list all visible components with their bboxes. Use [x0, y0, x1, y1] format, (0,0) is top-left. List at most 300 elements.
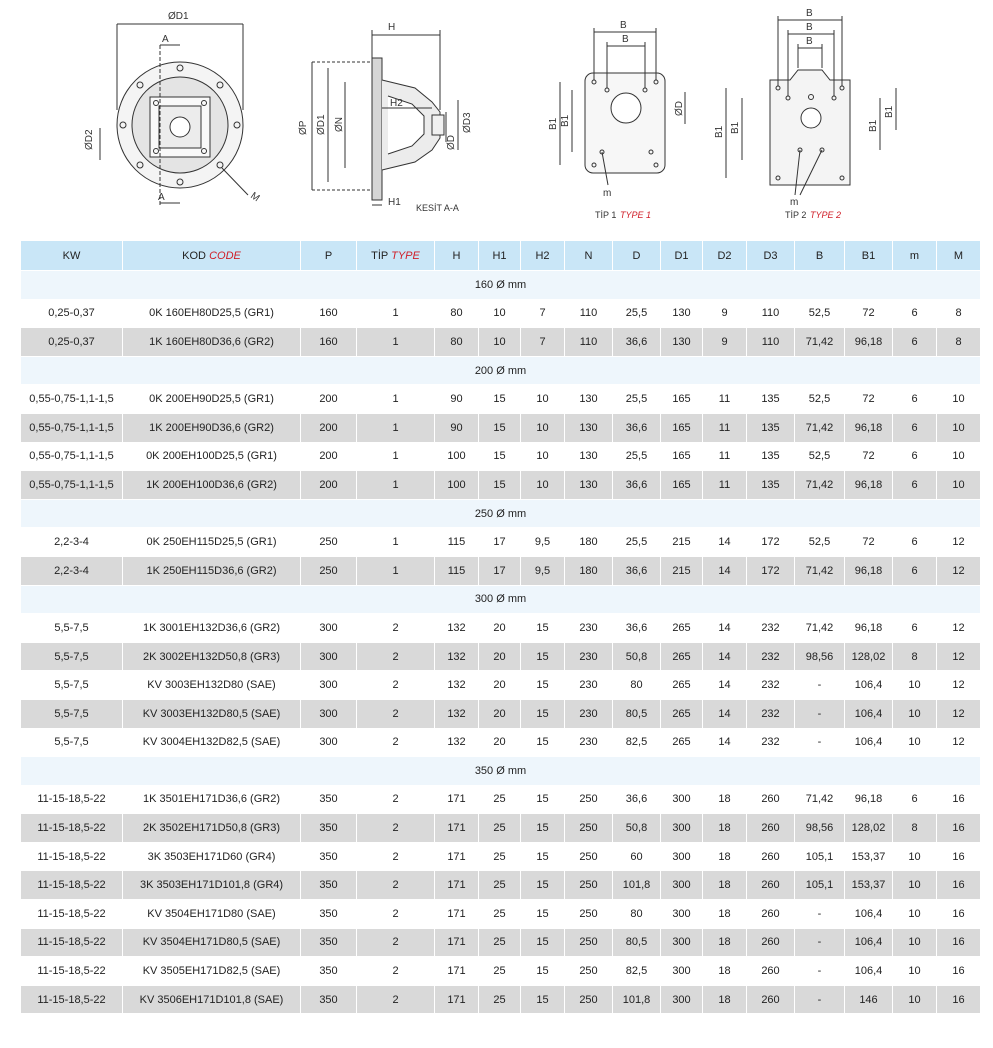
table-cell: 25 [479, 871, 521, 900]
table-cell: 25 [479, 900, 521, 929]
table-cell: 36,6 [613, 556, 661, 585]
table-cell: 82,5 [613, 957, 661, 986]
label-d2-front: ØD2 [84, 129, 95, 150]
header-type: TYPE [391, 249, 420, 262]
table-cell: 200 [301, 471, 357, 500]
group-title: 250 Ø mm [21, 499, 981, 528]
table-cell: 260 [747, 928, 795, 957]
table-cell: 72 [845, 299, 893, 328]
table-cell: 25 [479, 842, 521, 871]
table-cell: 16 [937, 985, 981, 1014]
table-cell: 98,56 [795, 814, 845, 843]
header-d: D [613, 241, 661, 271]
table-cell: 20 [479, 728, 521, 757]
table-cell: 1K 160EH80D36,6 (GR2) [123, 328, 301, 357]
table-cell: 250 [565, 785, 613, 814]
header-kod: KOD [182, 249, 206, 262]
header-tip-type [357, 241, 435, 271]
group-header-row [21, 499, 981, 528]
table-cell: 250 [565, 900, 613, 929]
label-n: ØN [334, 117, 345, 132]
table-cell: 25 [479, 957, 521, 986]
table-cell: 232 [747, 642, 795, 671]
label-m-front: M [248, 190, 262, 205]
table-cell: KV 3003EH132D80 (SAE) [123, 671, 301, 700]
table-cell: 6 [893, 528, 937, 557]
table-cell: 80 [613, 671, 661, 700]
table-cell: 1 [357, 385, 435, 414]
table-cell: 2 [357, 699, 435, 728]
table-cell: 300 [661, 871, 703, 900]
table-cell: 300 [661, 957, 703, 986]
label-b1-left2-type2: B1 [730, 121, 741, 134]
label-b1-right1-type2: B1 [868, 119, 879, 132]
table-cell: 15 [479, 471, 521, 500]
table-cell: 2 [357, 642, 435, 671]
table-cell: 260 [747, 842, 795, 871]
label-d: ØD [446, 135, 457, 150]
table-cell: 6 [893, 299, 937, 328]
table-cell: 72 [845, 385, 893, 414]
table-cell: 10 [893, 842, 937, 871]
table-cell: 2K 3002EH132D50,8 (GR3) [123, 642, 301, 671]
table-cell: 82,5 [613, 728, 661, 757]
table-cell: 10 [893, 985, 937, 1014]
front-view-drawing [100, 24, 248, 205]
table-cell: 250 [565, 814, 613, 843]
table-cell: 232 [747, 614, 795, 643]
table-cell: 115 [435, 556, 479, 585]
table-cell: 5,5-7,5 [21, 699, 123, 728]
table-cell: 265 [661, 699, 703, 728]
table-cell: - [795, 728, 845, 757]
table-cell: 6 [893, 328, 937, 357]
table-row [21, 614, 981, 643]
table-cell: 260 [747, 985, 795, 1014]
table-cell: 128,02 [845, 814, 893, 843]
table-cell: 300 [301, 728, 357, 757]
table-row [21, 957, 981, 986]
table-cell: 230 [565, 728, 613, 757]
table-cell: 6 [893, 471, 937, 500]
table-cell: 14 [703, 614, 747, 643]
table-cell: 16 [937, 928, 981, 957]
table-cell: 172 [747, 556, 795, 585]
table-cell: 135 [747, 471, 795, 500]
header-b1: B1 [845, 241, 893, 271]
table-cell: 110 [565, 299, 613, 328]
table-cell: 350 [301, 928, 357, 957]
table-cell: 132 [435, 699, 479, 728]
table-row [21, 985, 981, 1014]
table-cell: 1 [357, 413, 435, 442]
table-cell: 250 [565, 985, 613, 1014]
table-cell: 1 [357, 442, 435, 471]
table-cell: 15 [521, 671, 565, 700]
group-header-row [21, 757, 981, 786]
table-cell: 18 [703, 900, 747, 929]
table-cell: 10 [937, 385, 981, 414]
table-cell: 350 [301, 871, 357, 900]
table-cell: 15 [521, 985, 565, 1014]
table-cell: 52,5 [795, 299, 845, 328]
table-cell: 25,5 [613, 385, 661, 414]
table-cell: 11-15-18,5-22 [21, 900, 123, 929]
label-b-mid-type2: B [806, 22, 813, 33]
table-cell: 25,5 [613, 442, 661, 471]
table-cell: 80,5 [613, 928, 661, 957]
table-cell: - [795, 957, 845, 986]
table-cell: 110 [747, 328, 795, 357]
header-p: P [301, 241, 357, 271]
group-header-row [21, 271, 981, 300]
table-cell: 18 [703, 842, 747, 871]
table-cell: 230 [565, 614, 613, 643]
table-cell: KV 3505EH171D82,5 (SAE) [123, 957, 301, 986]
table-row [21, 671, 981, 700]
group-title: 200 Ø mm [21, 356, 981, 385]
table-cell: 15 [521, 900, 565, 929]
table-cell: 160 [301, 328, 357, 357]
table-cell: 106,4 [845, 699, 893, 728]
table-cell: - [795, 900, 845, 929]
table-cell: 18 [703, 928, 747, 957]
table-cell: 300 [301, 642, 357, 671]
label-section-a-top: A [162, 34, 169, 45]
table-cell: 16 [937, 785, 981, 814]
table-cell: 101,8 [613, 871, 661, 900]
table-cell: - [795, 699, 845, 728]
table-cell: 11-15-18,5-22 [21, 871, 123, 900]
table-cell: 165 [661, 471, 703, 500]
table-cell: 71,42 [795, 328, 845, 357]
table-cell: 1 [357, 328, 435, 357]
table-cell: 11-15-18,5-22 [21, 814, 123, 843]
table-cell: 200 [301, 413, 357, 442]
table-cell: 106,4 [845, 728, 893, 757]
label-m-type1: m [603, 188, 612, 199]
table-cell: 171 [435, 928, 479, 957]
table-cell: 11-15-18,5-22 [21, 928, 123, 957]
table-cell: 130 [565, 471, 613, 500]
table-cell: 300 [661, 900, 703, 929]
table-cell: 350 [301, 900, 357, 929]
table-cell: 10 [893, 699, 937, 728]
table-cell: 15 [521, 614, 565, 643]
table-cell: 12 [937, 556, 981, 585]
type1-caption-en: TYPE 1 [620, 210, 652, 220]
table-cell: 50,8 [613, 814, 661, 843]
table-cell: 171 [435, 985, 479, 1014]
table-cell: 71,42 [795, 556, 845, 585]
table-cell: 172 [747, 528, 795, 557]
table-cell: 130 [661, 299, 703, 328]
header-code: CODE [209, 249, 241, 262]
table-cell: 60 [613, 842, 661, 871]
table-cell: 8 [937, 299, 981, 328]
group-header-row [21, 356, 981, 385]
table-cell: 80 [435, 328, 479, 357]
table-cell: 80 [435, 299, 479, 328]
table-cell: 350 [301, 814, 357, 843]
table-cell: 106,4 [845, 671, 893, 700]
label-b1-left1-type2: B1 [714, 125, 725, 138]
table-cell: 100 [435, 471, 479, 500]
table-cell: 16 [937, 900, 981, 929]
table-cell: 36,6 [613, 413, 661, 442]
table-cell: 300 [661, 814, 703, 843]
type2-caption-en: TYPE 2 [810, 210, 842, 220]
table-cell: 7 [521, 328, 565, 357]
table-cell: 0K 160EH80D25,5 (GR1) [123, 299, 301, 328]
table-cell: 106,4 [845, 928, 893, 957]
table-row [21, 699, 981, 728]
table-cell: 6 [893, 556, 937, 585]
table-cell: 10 [479, 328, 521, 357]
table-cell: 5,5-7,5 [21, 728, 123, 757]
table-cell: 7 [521, 299, 565, 328]
table-cell: 96,18 [845, 413, 893, 442]
table-cell: 105,1 [795, 871, 845, 900]
table-cell: 135 [747, 385, 795, 414]
table-cell: 10 [893, 928, 937, 957]
table-cell: 350 [301, 842, 357, 871]
table-cell: 71,42 [795, 614, 845, 643]
table-cell: 215 [661, 556, 703, 585]
table-cell: 100 [435, 442, 479, 471]
table-cell: 165 [661, 442, 703, 471]
label-d-type1: ØD [674, 101, 685, 116]
table-cell: 300 [301, 671, 357, 700]
table-cell: 15 [521, 642, 565, 671]
table-cell: 2 [357, 785, 435, 814]
table-cell: 16 [937, 871, 981, 900]
table-row [21, 528, 981, 557]
table-cell: 0,55-0,75-1,1-1,5 [21, 385, 123, 414]
table-cell: 36,6 [613, 328, 661, 357]
table-cell: 10 [521, 442, 565, 471]
table-cell: 11-15-18,5-22 [21, 957, 123, 986]
table-cell: 130 [565, 413, 613, 442]
table-cell: 36,6 [613, 785, 661, 814]
table-cell: 300 [661, 928, 703, 957]
table-cell: 16 [937, 814, 981, 843]
header-kod-code [123, 241, 301, 271]
table-cell: 0K 200EH100D25,5 (GR1) [123, 442, 301, 471]
table-cell: 10 [521, 413, 565, 442]
table-cell: 15 [521, 957, 565, 986]
table-cell: KV 3506EH171D101,8 (SAE) [123, 985, 301, 1014]
table-cell: 260 [747, 785, 795, 814]
header-m-big: M [937, 241, 981, 271]
table-cell: 260 [747, 871, 795, 900]
table-cell: 2 [357, 671, 435, 700]
table-cell: 9,5 [521, 528, 565, 557]
table-cell: 96,18 [845, 614, 893, 643]
table-cell: 2 [357, 871, 435, 900]
table-row [21, 814, 981, 843]
table-cell: 6 [893, 785, 937, 814]
table-cell: 12 [937, 671, 981, 700]
table-cell: 5,5-7,5 [21, 642, 123, 671]
table-cell: 3K 3503EH171D101,8 (GR4) [123, 871, 301, 900]
table-cell: 15 [479, 442, 521, 471]
table-cell: 250 [301, 528, 357, 557]
table-row [21, 785, 981, 814]
table-cell: 14 [703, 699, 747, 728]
table-cell: 12 [937, 699, 981, 728]
table-row [21, 842, 981, 871]
table-cell: 50,8 [613, 642, 661, 671]
table-cell: 16 [937, 842, 981, 871]
header-d1: D1 [661, 241, 703, 271]
table-cell: 300 [301, 614, 357, 643]
table-cell: 132 [435, 671, 479, 700]
table-cell: 71,42 [795, 785, 845, 814]
table-cell: 135 [747, 442, 795, 471]
table-cell: 25 [479, 985, 521, 1014]
table-cell: 2 [357, 814, 435, 843]
table-cell: 260 [747, 900, 795, 929]
table-cell: - [795, 985, 845, 1014]
table-cell: 105,1 [795, 842, 845, 871]
table-cell: 6 [893, 442, 937, 471]
type2-caption-tr: TİP 2 [785, 210, 807, 220]
table-cell: 232 [747, 699, 795, 728]
label-b-top-type2: B [806, 8, 813, 19]
table-cell: 165 [661, 385, 703, 414]
table-cell: 101,8 [613, 985, 661, 1014]
table-cell: 12 [937, 728, 981, 757]
table-cell: 160 [301, 299, 357, 328]
table-cell: 20 [479, 614, 521, 643]
table-cell: 171 [435, 957, 479, 986]
table-cell: 250 [301, 556, 357, 585]
table-cell: 98,56 [795, 642, 845, 671]
table-cell: 0K 250EH115D25,5 (GR1) [123, 528, 301, 557]
table-cell: 265 [661, 614, 703, 643]
table-cell: 180 [565, 556, 613, 585]
table-cell: 14 [703, 528, 747, 557]
table-cell: 2K 3502EH171D50,8 (GR3) [123, 814, 301, 843]
table-cell: 96,18 [845, 471, 893, 500]
table-cell: 1K 250EH115D36,6 (GR2) [123, 556, 301, 585]
table-cell: 15 [521, 699, 565, 728]
table-cell: 110 [565, 328, 613, 357]
table-cell: 153,37 [845, 871, 893, 900]
table-cell: 2 [357, 985, 435, 1014]
table-cell: 171 [435, 814, 479, 843]
table-cell: 18 [703, 814, 747, 843]
table-cell: 17 [479, 528, 521, 557]
table-cell: 36,6 [613, 471, 661, 500]
table-cell: 232 [747, 728, 795, 757]
table-cell: 25 [479, 814, 521, 843]
table-cell: 36,6 [613, 614, 661, 643]
header-m-small: m [893, 241, 937, 271]
table-cell: KV 3504EH171D80 (SAE) [123, 900, 301, 929]
table-row [21, 871, 981, 900]
table-cell: 20 [479, 671, 521, 700]
table-cell: 11-15-18,5-22 [21, 785, 123, 814]
label-b-outer-type1: B [620, 20, 627, 31]
table-cell: 171 [435, 871, 479, 900]
table-cell: 115 [435, 528, 479, 557]
table-cell: 11-15-18,5-22 [21, 842, 123, 871]
table-cell: 15 [479, 385, 521, 414]
label-d1-section: ØD1 [316, 114, 327, 135]
table-cell: 25,5 [613, 528, 661, 557]
table-cell: 25 [479, 928, 521, 957]
table-cell: 132 [435, 614, 479, 643]
table-cell: - [795, 671, 845, 700]
label-h2: H2 [390, 98, 403, 109]
table-cell: 230 [565, 671, 613, 700]
table-cell: 15 [521, 871, 565, 900]
table-cell: 2,2-3-4 [21, 556, 123, 585]
header-tip: TİP [371, 249, 389, 262]
table-cell: 8 [893, 814, 937, 843]
table-cell: 90 [435, 385, 479, 414]
table-cell: 14 [703, 728, 747, 757]
table-cell: 11 [703, 471, 747, 500]
table-cell: 232 [747, 671, 795, 700]
table-cell: 146 [845, 985, 893, 1014]
table-cell: 0,25-0,37 [21, 299, 123, 328]
label-d3: ØD3 [462, 112, 473, 133]
table-cell: 5,5-7,5 [21, 614, 123, 643]
table-cell: 230 [565, 642, 613, 671]
table-cell: 96,18 [845, 328, 893, 357]
table-cell: 15 [521, 842, 565, 871]
section-caption: KESİT A-A [416, 203, 459, 213]
table-header-row [21, 241, 981, 271]
table-cell: 71,42 [795, 413, 845, 442]
table-cell: 350 [301, 785, 357, 814]
table-cell: 10 [893, 728, 937, 757]
table-cell: 265 [661, 728, 703, 757]
table-cell: 130 [565, 385, 613, 414]
table-cell: 71,42 [795, 471, 845, 500]
technical-drawings [0, 0, 993, 232]
table-cell: 300 [661, 842, 703, 871]
table-cell: 8 [893, 642, 937, 671]
table-cell: 14 [703, 671, 747, 700]
table-row [21, 385, 981, 414]
table-cell: 250 [565, 871, 613, 900]
table-cell: 300 [661, 785, 703, 814]
label-section-a-bottom: A [158, 192, 165, 203]
table-cell: 130 [661, 328, 703, 357]
table-cell: 96,18 [845, 785, 893, 814]
table-cell: 1 [357, 471, 435, 500]
table-cell: 15 [521, 814, 565, 843]
table-cell: 15 [521, 785, 565, 814]
table-cell: 1 [357, 556, 435, 585]
table-cell: 0,25-0,37 [21, 328, 123, 357]
header-kw: KW [21, 241, 123, 271]
table-cell: 52,5 [795, 528, 845, 557]
label-b-inner-type1: B [622, 34, 629, 45]
table-cell: 8 [937, 328, 981, 357]
table-cell: 135 [747, 413, 795, 442]
table-cell: 106,4 [845, 900, 893, 929]
table-cell: 106,4 [845, 957, 893, 986]
table-cell: 171 [435, 785, 479, 814]
table-cell: 11 [703, 385, 747, 414]
table-cell: 5,5-7,5 [21, 671, 123, 700]
type1-drawing [560, 28, 685, 185]
